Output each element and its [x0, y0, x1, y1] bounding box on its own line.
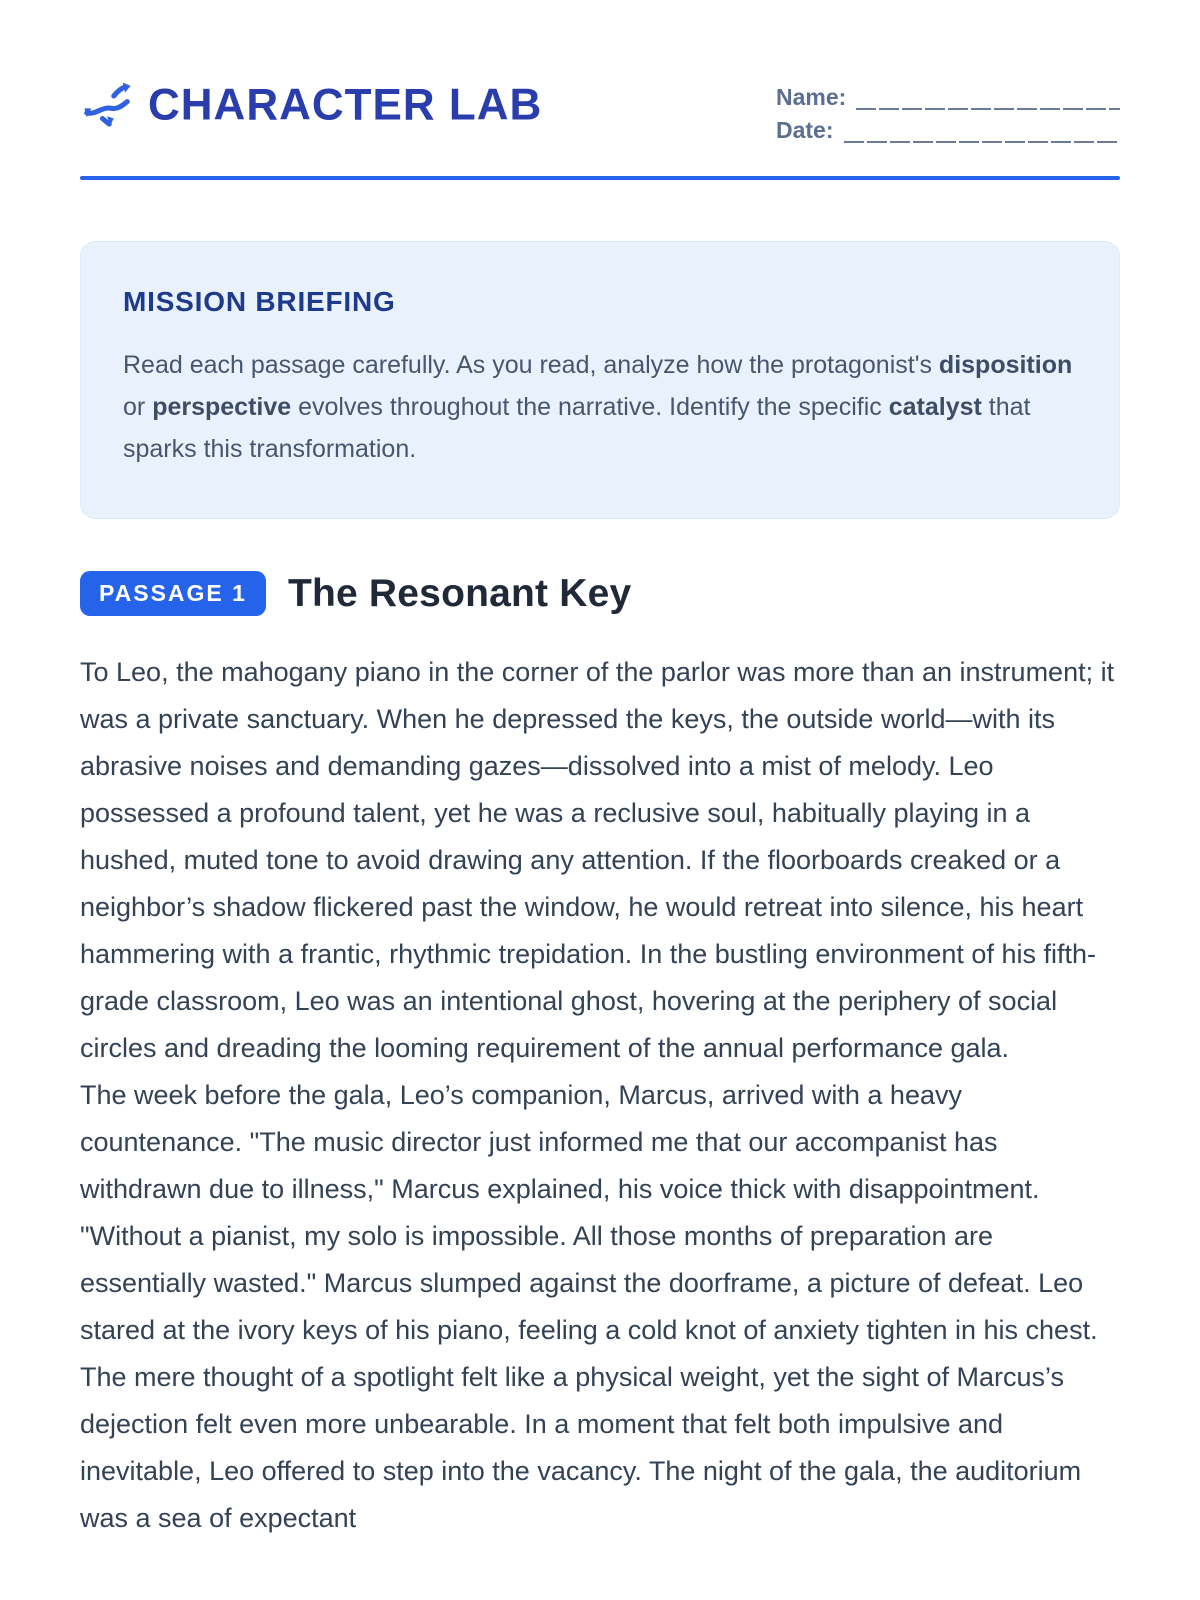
mission-briefing-card [80, 241, 1120, 519]
name-row [776, 80, 1120, 110]
passage1-title: The Resonant Key [287, 571, 632, 615]
mission-briefing-title: MISSION BRIEFING [123, 286, 396, 317]
passage1-header [80, 571, 1120, 616]
name-label: Name: [776, 84, 847, 110]
date-label: Date: [776, 117, 834, 143]
brand [80, 78, 542, 132]
brand-title: CHARACTER LAB [148, 79, 543, 130]
character-lab-logo-icon [80, 78, 134, 132]
date-fill-line[interactable] [844, 119, 1120, 143]
passage1-paragraph-2: The week before the gala, Leo’s companion, Marcus, arrived with a heavy countenance. "The music director just informed me that our accompanist has withdrawn due to illness," Marcus explained, his voice thick with disappointment. "Without a pianist, my solo is impossible. All those months of preparation are essentially wasted." Marcus slumped against the doorframe, a picture of defeat. Leo stared at the ivory keys of his piano, feeling a cold knot of anxiety tighten in his chest. The mere thought of a spotlight felt like a physical weight, yet the sight of Marcus’s dejection felt even more unbearable. In a moment that felt both impulsive and inevitable, Leo offered to step into the vacancy. The night of the gala, the auditorium was a sea of expectant [80, 1080, 1098, 1533]
header [80, 78, 1120, 146]
date-row [776, 113, 1120, 143]
name-date-block [776, 78, 1120, 146]
passage1-paragraph-1: To Leo, the mahogany piano in the corner of the parlor was more than an instrument; it was a private sanctuary. When he depressed the keys, the outside world—with its abrasive noises and demanding gazes—dissolved into a mist of melody. Leo possessed a profound talent, yet he was a reclusive soul, habitually playing in a hushed, muted tone to avoid drawing any attention. If the floorboards creaked or a neighbor’s shadow flickered past the window, he would retreat into silence, his heart hammering with a frantic, rhythmic trepidation. In the bustling environment of his fifth-grade classroom, Leo was an intentional ghost, hovering at the periphery of social circles and dreading the looming requirement of the annual performance gala. [80, 657, 1115, 1063]
passage1-text [80, 649, 1120, 1542]
header-divider [80, 176, 1120, 180]
name-fill-line[interactable] [856, 86, 1120, 110]
passage1-badge: PASSAGE 1 [80, 571, 266, 616]
mission-briefing-text: Read each passage carefully. As you read, analyze how the protagonist's disposition or perspective evolves throughout the narrative. Identify the specific catalyst that sparks this transformation. [123, 351, 1073, 463]
